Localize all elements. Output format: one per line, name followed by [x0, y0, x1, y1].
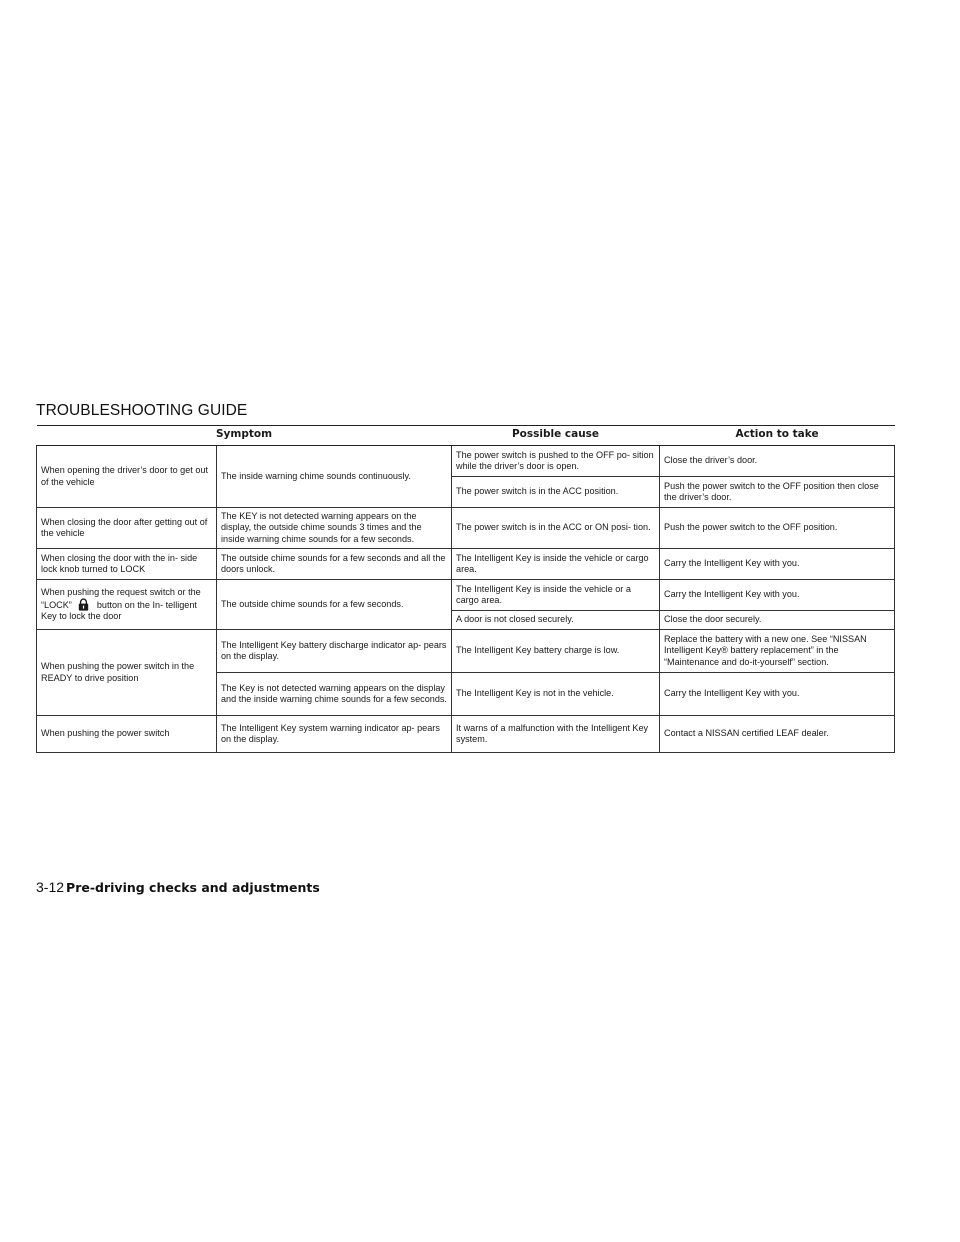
cause-cell: The power switch is in the ACC position.	[452, 477, 660, 508]
table-row	[37, 630, 895, 673]
header-symptom: Symptom	[37, 426, 452, 446]
chapter-title: Pre-driving checks and adjustments	[66, 880, 320, 895]
action-cell: Carry the Intelligent Key with you.	[660, 673, 895, 716]
action-cell: Push the power switch to the OFF position.	[660, 508, 895, 549]
action-cell: Carry the Intelligent Key with you.	[660, 549, 895, 580]
cause-cell: The power switch is pushed to the OFF po- sition while the driver’s door is open.	[452, 446, 660, 477]
lock-icon	[78, 598, 89, 611]
table-row	[37, 508, 895, 549]
cause-cell: The power switch is in the ACC or ON posi- tion.	[452, 508, 660, 549]
warning-cell: The outside chime sounds for a few seconds and all the doors unlock.	[217, 549, 452, 580]
header-possible-cause: Possible cause	[452, 426, 660, 446]
symptom-cell: When closing the door with the in- side lock knob turned to LOCK	[37, 549, 217, 580]
symptom-text-post: button on the In- telligent Key to lock the door	[41, 599, 197, 622]
action-cell: Close the driver’s door.	[660, 446, 895, 477]
cause-cell: The Intelligent Key is inside the vehicle or cargo area.	[452, 549, 660, 580]
action-cell: Contact a NISSAN certified LEAF dealer.	[660, 716, 895, 753]
page-number: 3-12	[36, 879, 65, 895]
section-title: TROUBLESHOOTING GUIDE	[36, 402, 248, 419]
warning-cell: The KEY is not detected warning appears on the display, the outside chime sounds 3 times and the inside warning chime sounds for a few seconds.	[217, 508, 452, 549]
table-header-row	[37, 426, 895, 446]
table-row	[37, 549, 895, 580]
warning-cell: The Key is not detected warning appears on the display and the inside warning chime sounds for a few seconds.	[217, 673, 452, 716]
symptom-cell: When closing the door after getting out of the vehicle	[37, 508, 217, 549]
header-action: Action to take	[660, 426, 895, 446]
action-cell: Replace the battery with a new one. See “NISSAN Intelligent Key® battery replacement” in the “Maintenance and do-it-yourself” section.	[660, 630, 895, 673]
cause-cell: The Intelligent Key is inside the vehicle or a cargo area.	[452, 580, 660, 611]
cause-cell: The Intelligent Key is not in the vehicle.	[452, 673, 660, 716]
table-row	[37, 716, 895, 753]
symptom-text-pre: When pushing the request switch or the “LOCK”	[41, 586, 201, 610]
action-cell: Carry the Intelligent Key with you.	[660, 580, 895, 611]
action-cell: Close the door securely.	[660, 611, 895, 630]
warning-cell: The outside chime sounds for a few seconds.	[217, 580, 452, 630]
cause-cell: A door is not closed securely.	[452, 611, 660, 630]
warning-cell: The Intelligent Key system warning indicator ap- pears on the display.	[217, 716, 452, 753]
troubleshooting-table	[36, 425, 895, 753]
symptom-cell: When opening the driver’s door to get out of the vehicle	[37, 446, 217, 508]
warning-cell: The inside warning chime sounds continuously.	[217, 446, 452, 508]
symptom-cell: When pushing the power switch	[37, 716, 217, 753]
table-row	[37, 580, 895, 611]
page-footer	[36, 879, 320, 895]
action-cell: Push the power switch to the OFF position then close the driver’s door.	[660, 477, 895, 508]
symptom-cell: When pushing the power switch in the READY to drive position	[37, 630, 217, 716]
cause-cell: The Intelligent Key battery charge is low.	[452, 630, 660, 673]
warning-cell: The Intelligent Key battery discharge indicator ap- pears on the display.	[217, 630, 452, 673]
symptom-cell	[37, 580, 217, 630]
cause-cell: It warns of a malfunction with the Intelligent Key system.	[452, 716, 660, 753]
table-row	[37, 446, 895, 477]
